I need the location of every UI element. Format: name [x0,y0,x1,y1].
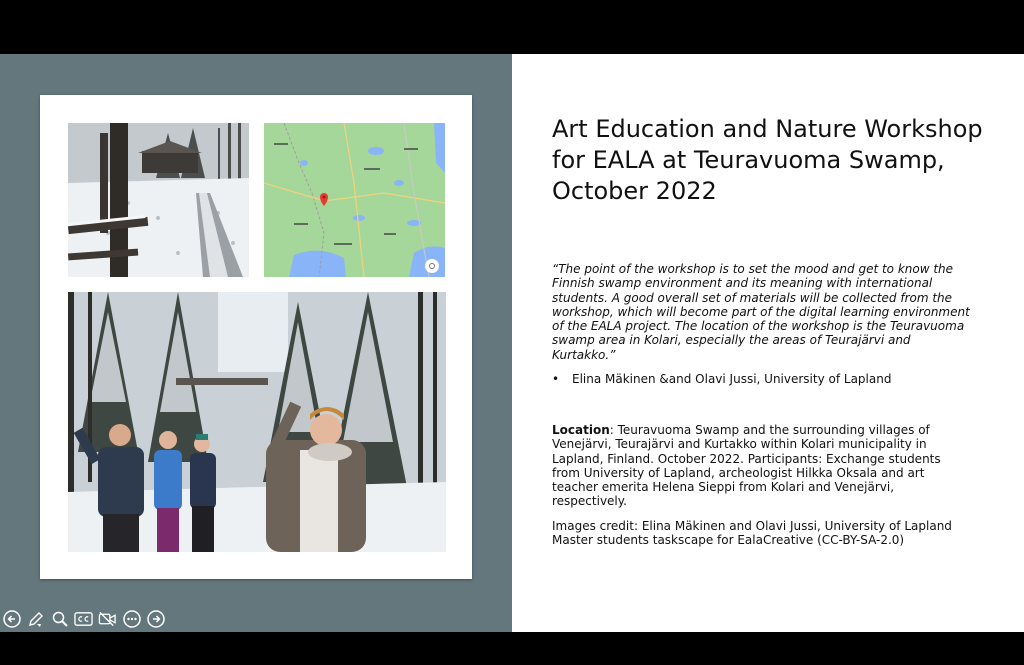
slide [0,54,1024,632]
photo-collage-card [40,95,472,579]
camera-off-icon [98,611,117,627]
letterbox-top [0,0,1024,54]
magnifier-icon [51,610,69,628]
location-label: Location [552,423,610,437]
pen-tool-button[interactable] [26,610,45,629]
slide-right-panel [512,54,1024,632]
slide-title: Art Education and Nature Workshop for EALA at Teuravuoma Swamp, October 2022 [552,115,983,205]
more-options-button[interactable] [122,610,141,629]
video-button[interactable] [98,610,117,629]
attribution-bullet [552,372,972,387]
attribution-text: Elina Mäkinen &and Olavi Jussi, University of Lapland [572,372,892,386]
letterbox-bottom [0,632,1024,665]
next-slide-button[interactable] [146,610,165,629]
presentation-controls [0,608,165,630]
photo-snowy-boardwalk [68,123,249,277]
slide-left-panel [0,54,512,632]
bullet-mark: • [552,372,560,386]
images-credit: Images credit: Elina Mäkinen and Olavi Jussi, University of Lapland Master students taskscape for EalaCreative (CC-BY-SA-2.0) [552,519,952,548]
arrow-right-icon [147,610,165,628]
zoom-button[interactable] [50,610,69,629]
location-text: : Teuravuoma Swamp and the surrounding villages of Venejärvi, Teurajärvi and Kurtakko within Kolari municipality in Lapland, Finland. October 2022. Participants: Exchange students from University of Lapland, archeologist Hilkka Oksala and art teacher emerita Helena Sieppi from Kolari and Venejärvi, respectively. [552,423,941,509]
location-paragraph [552,423,972,509]
workshop-quote: “The point of the workshop is to set the mood and get to know the Finnish swamp environment and its meaning with international students. A good overall set of materials will be collected from the workshop, which will become part of the digital learning environment of the EALA project. The location of the workshop is the Teuravuoma swamp area in Kolari, especially the areas of Teurajärvi and Kurtakko.” [552,262,970,362]
previous-slide-button[interactable] [2,610,21,629]
captions-button[interactable] [74,610,93,629]
arrow-left-icon [3,610,21,628]
photo-map-of-finland [264,123,445,277]
pen-icon [27,610,45,628]
photo-group-in-snowy-forest [68,292,446,552]
cc-icon [74,611,93,627]
ellipsis-icon [123,610,141,628]
